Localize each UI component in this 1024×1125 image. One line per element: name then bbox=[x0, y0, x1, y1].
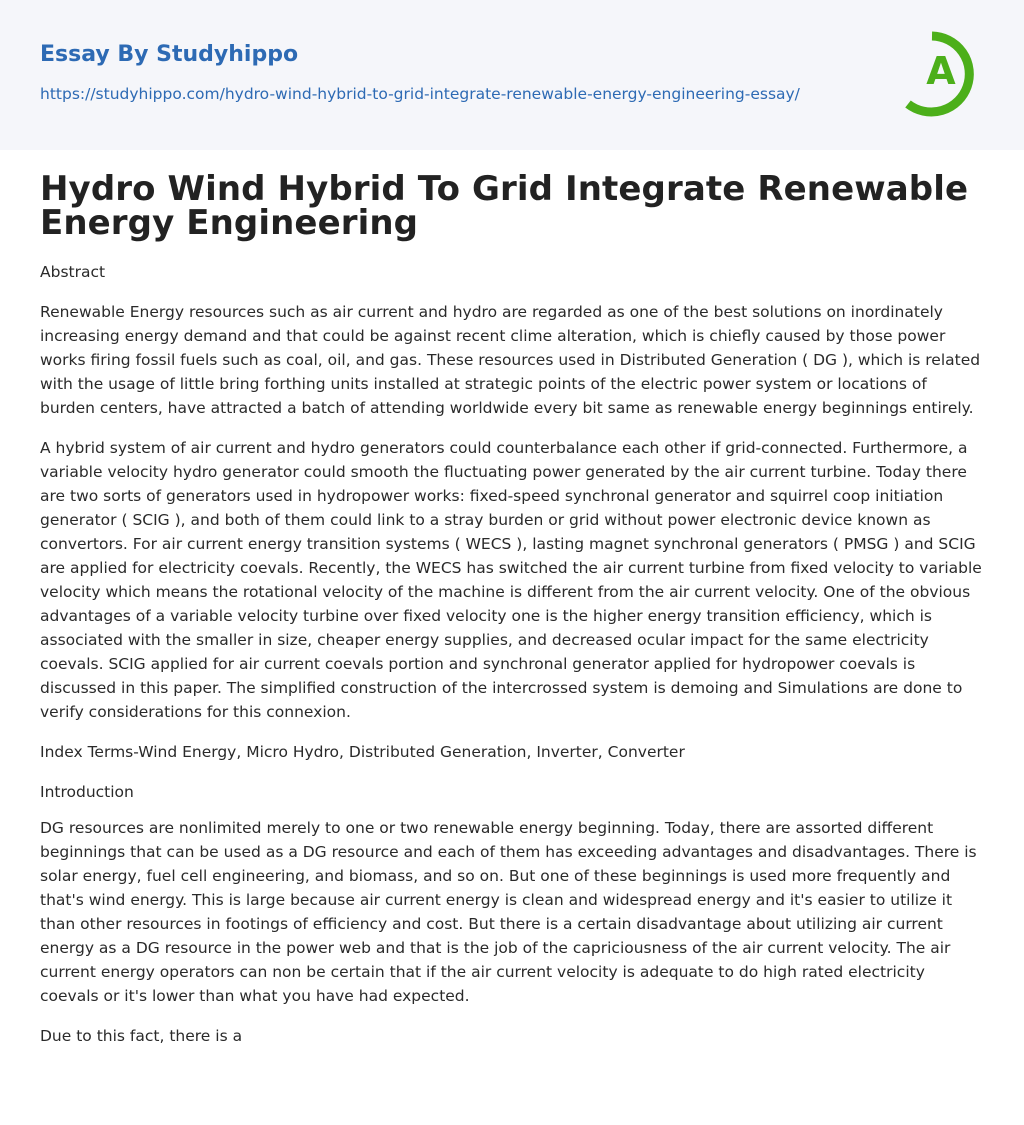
studyhippo-logo-icon[interactable] bbox=[896, 28, 986, 118]
logo-letter: A bbox=[926, 49, 956, 93]
brand-title[interactable]: Essay By Studyhippo bbox=[40, 42, 299, 67]
paragraph: Due to this fact, there is a bbox=[40, 1027, 243, 1045]
paragraph: A hybrid system of air current and hydro generators could counterbalance each other if grid-connected. Furthermore, a variable velocity hydro generator could smooth the fluctuating power generated by the air current turbine. Today there are two sorts of generators used in hydropower works: fixed-speed synchronal generator and squirrel coop initiation generator ( SCIG ), and both of them could link to a stray burden or grid without power electronic device known as convertors. For air current energy transition systems ( WECS ), lasting magnet synchronal generators ( PMSG ) and SCIG are applied for electricity coevals. Recently, the WECS has switched the air current turbine from fixed velocity to variable velocity which means the rotational velocity of the machine is different from the air current velocity. One of the obvious advantages of a variable velocity turbine over fixed velocity one is the higher energy transition efficiency, which is associated with the smaller in size, cheaper energy supplies, and decreased ocular impact for the same electricity coevals. SCIG applied for air current coevals portion and synchronal generator applied for hydropower coevals is discussed in this paper. The simplified construction of the intercrossed system is demoing and Simulations are done to verify considerations for this connexion. bbox=[40, 439, 982, 721]
essay-url-link[interactable]: https://studyhippo.com/hydro-wind-hybrid-to-grid-integrate-renewable-energy-engineering-essay/ bbox=[40, 85, 800, 103]
index-terms: Index Terms-Wind Energy, Micro Hydro, Distributed Generation, Inverter, Converter bbox=[40, 743, 685, 761]
paragraph: Renewable Energy resources such as air current and hydro are regarded as one of the best solutions on inordinately increasing energy demand and that could be against recent clime alteration, which is chiefly caused by those power works firing fossil fuels such as coal, oil, and gas. These resources used in Distributed Generation ( DG ), which is related with the usage of little bring forthing units installed at strategic points of the electric power system or locations of burden centers, have attracted a batch of attending worldwide every bit same as renewable energy beginnings entirely. bbox=[40, 303, 981, 417]
paragraph: DG resources are nonlimited merely to one or two renewable energy beginning. Today, there are assorted different beginnings that can be used as a DG resource and each of them has exceeding advantages and disadvantages. There is solar energy, fuel cell engineering, and biomass, and so on. But one of these beginnings is used more frequently and that's wind energy. This is large because air current energy is clean and widespread energy and it's easier to utilize it than other resources in footings of efficiency and cost. But there is a certain disadvantage about utilizing air current energy as a DG resource in the power web and that is the job of the capriciousness of the air current velocity. The air current energy operators can non be certain that if the air current velocity is adequate to do high rated electricity coevals or it's lower than what you have had expected. bbox=[40, 819, 977, 1005]
abstract-heading: Abstract bbox=[40, 263, 106, 281]
page-title: Hydro Wind Hybrid To Grid Integrate Renewable Energy Engineering bbox=[40, 169, 969, 243]
site-header bbox=[0, 0, 1024, 150]
introduction-heading: Introduction bbox=[40, 783, 134, 801]
article-body bbox=[0, 150, 1024, 1048]
